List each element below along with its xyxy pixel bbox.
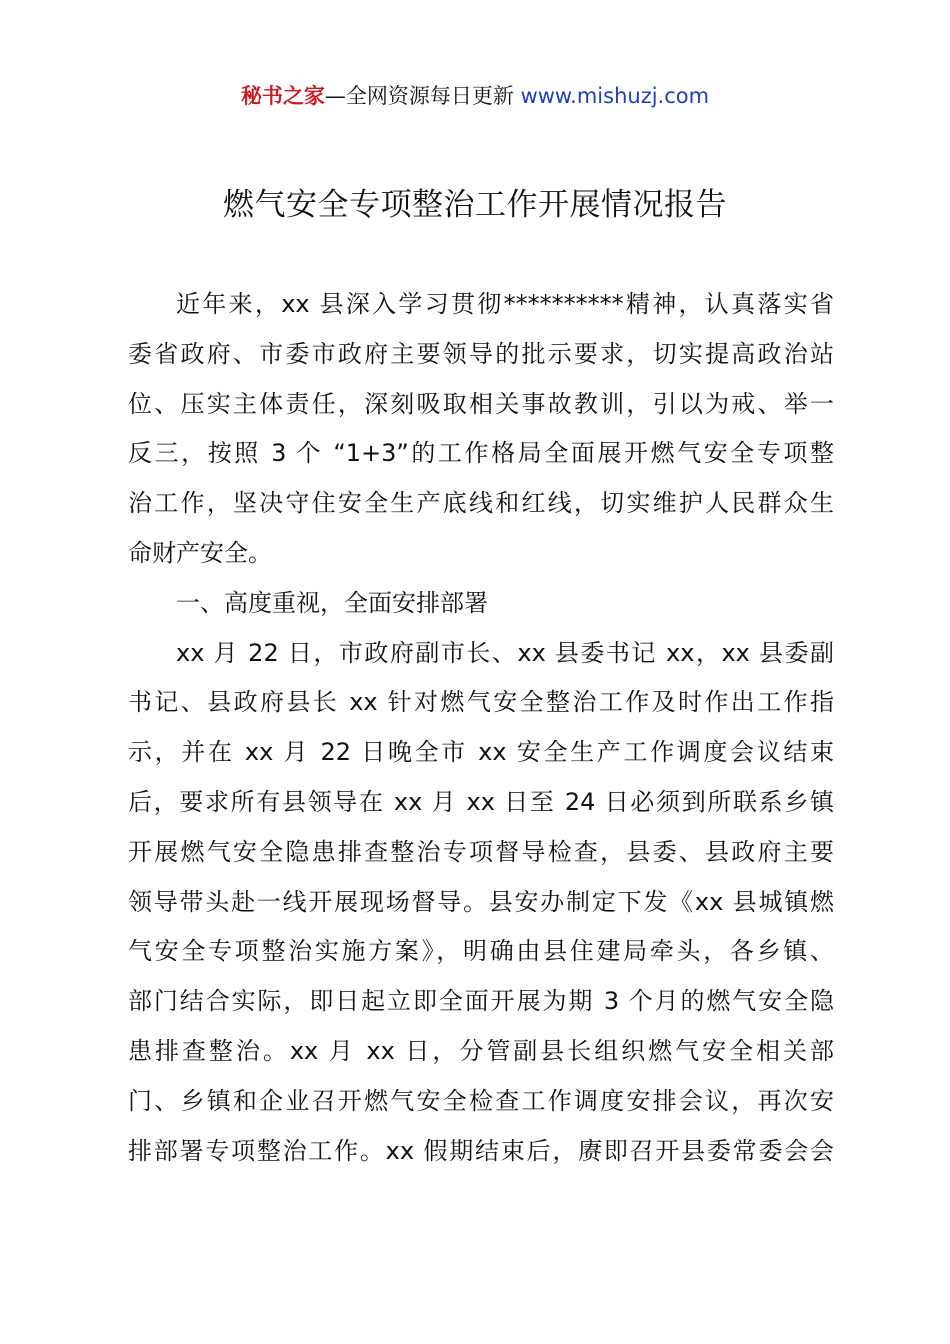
header-url-link[interactable]: www.mishuzj.com — [520, 84, 710, 108]
paragraph-line: 领导带头赴一线开展现场督导。县安办制定下发《xx 县城镇燃 — [128, 887, 834, 916]
paragraph-section1 — [128, 629, 834, 1177]
paragraph-line: 排部署专项整治工作。xx 假期结束后，赓即召开县委常委会会 — [128, 1136, 834, 1165]
paragraph-line: 书记、县政府县长 xx 针对燃气安全整治工作及时作出工作指 — [128, 688, 834, 717]
paragraph-line: 门、乡镇和企业召开燃气安全检查工作调度安排会议，再次安 — [128, 1086, 834, 1115]
document-title: 燃气安全专项整治工作开展情况报告 — [223, 187, 727, 223]
paragraph-line: 开展燃气安全隐患排查整治专项督导检查，县委、县政府主要 — [128, 837, 834, 866]
header-tagline: —全网资源每日更新 — [324, 84, 514, 108]
paragraph-line: 委省政府、市委市政府主要领导的批示要求，切实提高政治站 — [128, 339, 834, 368]
paragraph-line: 患排查整治。xx 月 xx 日，分管副县长组织燃气安全相关部 — [128, 1036, 834, 1065]
document-body — [128, 280, 834, 1176]
paragraph-line: 部门结合实际，即日起立即全面开展为期 3 个月的燃气安全隐 — [128, 987, 834, 1016]
paragraph-line: 反三，按照 3 个 “1+3”的工作格局全面展开燃气安全专项整 — [128, 439, 834, 468]
paragraph-line: 位、压实主体责任，深刻吸取相关事故教训，引以为戒、举一 — [128, 389, 834, 418]
paragraph-line: xx 月 22 日，市政府副市长、xx 县委书记 xx，xx 县委副 — [176, 638, 834, 667]
paragraph-line: 治工作，坚决守住安全生产底线和红线，切实维护人民群众生 — [128, 489, 834, 518]
paragraph-line: 命财产安全。 — [128, 538, 272, 567]
paragraph-line: 气安全专项整治实施方案》，明确由县住建局牵头，各乡镇、 — [128, 937, 834, 966]
paragraph-line: 近年来，xx 县深入学习贯彻**********精神，认真落实省 — [176, 290, 834, 318]
paragraph-line: 后，要求所有县领导在 xx 月 xx 日至 24 日必须到所联系乡镇 — [128, 787, 834, 816]
paragraph-line: 示，并在 xx 月 22 日晚全市 xx 安全生产工作调度会议结束 — [128, 738, 834, 767]
paragraph-intro — [128, 280, 834, 579]
section-heading: 一、高度重视，全面安排部署 — [176, 588, 488, 617]
header-brand: 秘书之家 — [240, 84, 325, 108]
watermark-header — [0, 80, 950, 112]
